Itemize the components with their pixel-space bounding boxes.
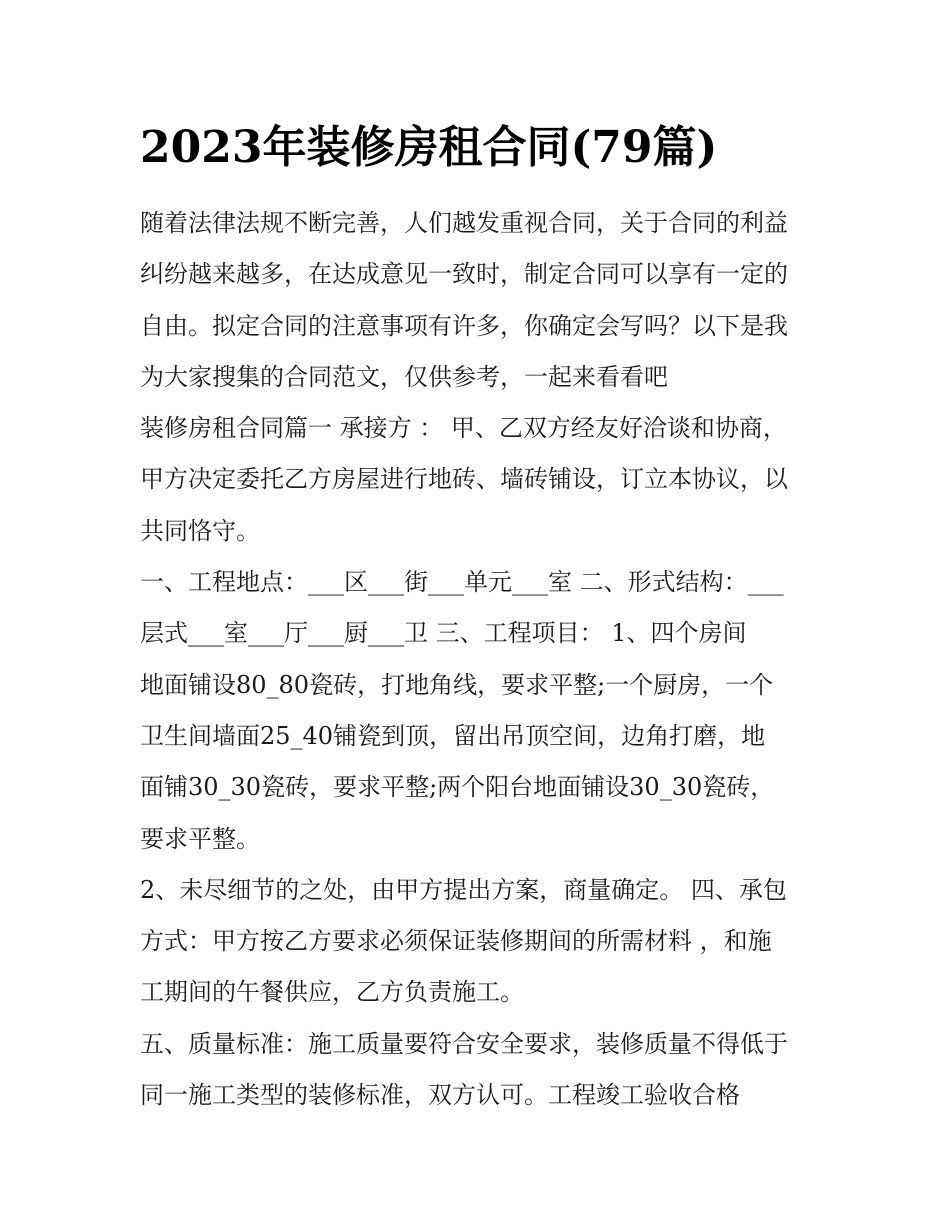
text-line: 工期间的午餐供应，乙方负责施工。 [140, 978, 524, 1007]
text-line: 2、未尽细节的之处，由甲方提出方案，商量确定。 四、承包 [140, 875, 787, 904]
text-line: 一、工程地点：___区___街___单元___室 二、形式结构：___ [140, 568, 784, 597]
text-line: 要求平整。 [140, 824, 260, 853]
document-body [140, 198, 820, 1121]
text-line: 为大家搜集的合同范文，仅供参考，一起来看看吧 [140, 362, 668, 391]
text-line: 装修房租合同篇一 承接方 ： 甲、乙双方经友好洽谈和协商， [140, 414, 787, 443]
text-line: 地面铺设80_80瓷砖，打地角线，要求平整;一个厨房，一个 [140, 670, 774, 699]
text-line: 五、质量标准：施工质量要符合安全要求，装修质量不得低于 [140, 1029, 788, 1058]
text-line: 甲方决定委托乙方房屋进行地砖、墙砖铺设，订立本协议，以 [140, 465, 788, 494]
paragraph-contract-opening [140, 403, 820, 557]
document-title: 2023年装修房租合同(79篇) [140, 122, 718, 173]
text-line: 面铺30_30瓷砖，要求平整;两个阳台地面铺设30_30瓷砖， [140, 773, 775, 802]
paragraph-quality-standard [140, 1019, 820, 1122]
text-line: 层式___室___厅___厨___卫 三、工程项目： 1、四个房间 [140, 619, 747, 648]
text-line: 纠纷越来越多，在达成意见一致时，制定合同可以享有一定的 [140, 260, 788, 289]
text-line: 自由。拟定合同的注意事项有许多，你确定会写吗？以下是我 [140, 311, 788, 340]
text-line: 方式：甲方按乙方要求必须保证装修期间的所需材料 ，和施 [140, 927, 772, 956]
paragraph-intro [140, 198, 820, 403]
text-line: 随着法律法规不断完善，人们越发重视合同，关于合同的利益 [140, 209, 788, 237]
text-line: 卫生间墙面25_40铺瓷到顶，留出吊顶空间，边角打磨，地 [140, 721, 766, 750]
paragraph-project-details [140, 557, 820, 865]
paragraph-contract-method [140, 865, 820, 1019]
text-line: 共同恪守。 [140, 516, 260, 545]
text-line: 同一施工类型的装修标准，双方认可。工程竣工验收合格 [140, 1081, 740, 1110]
